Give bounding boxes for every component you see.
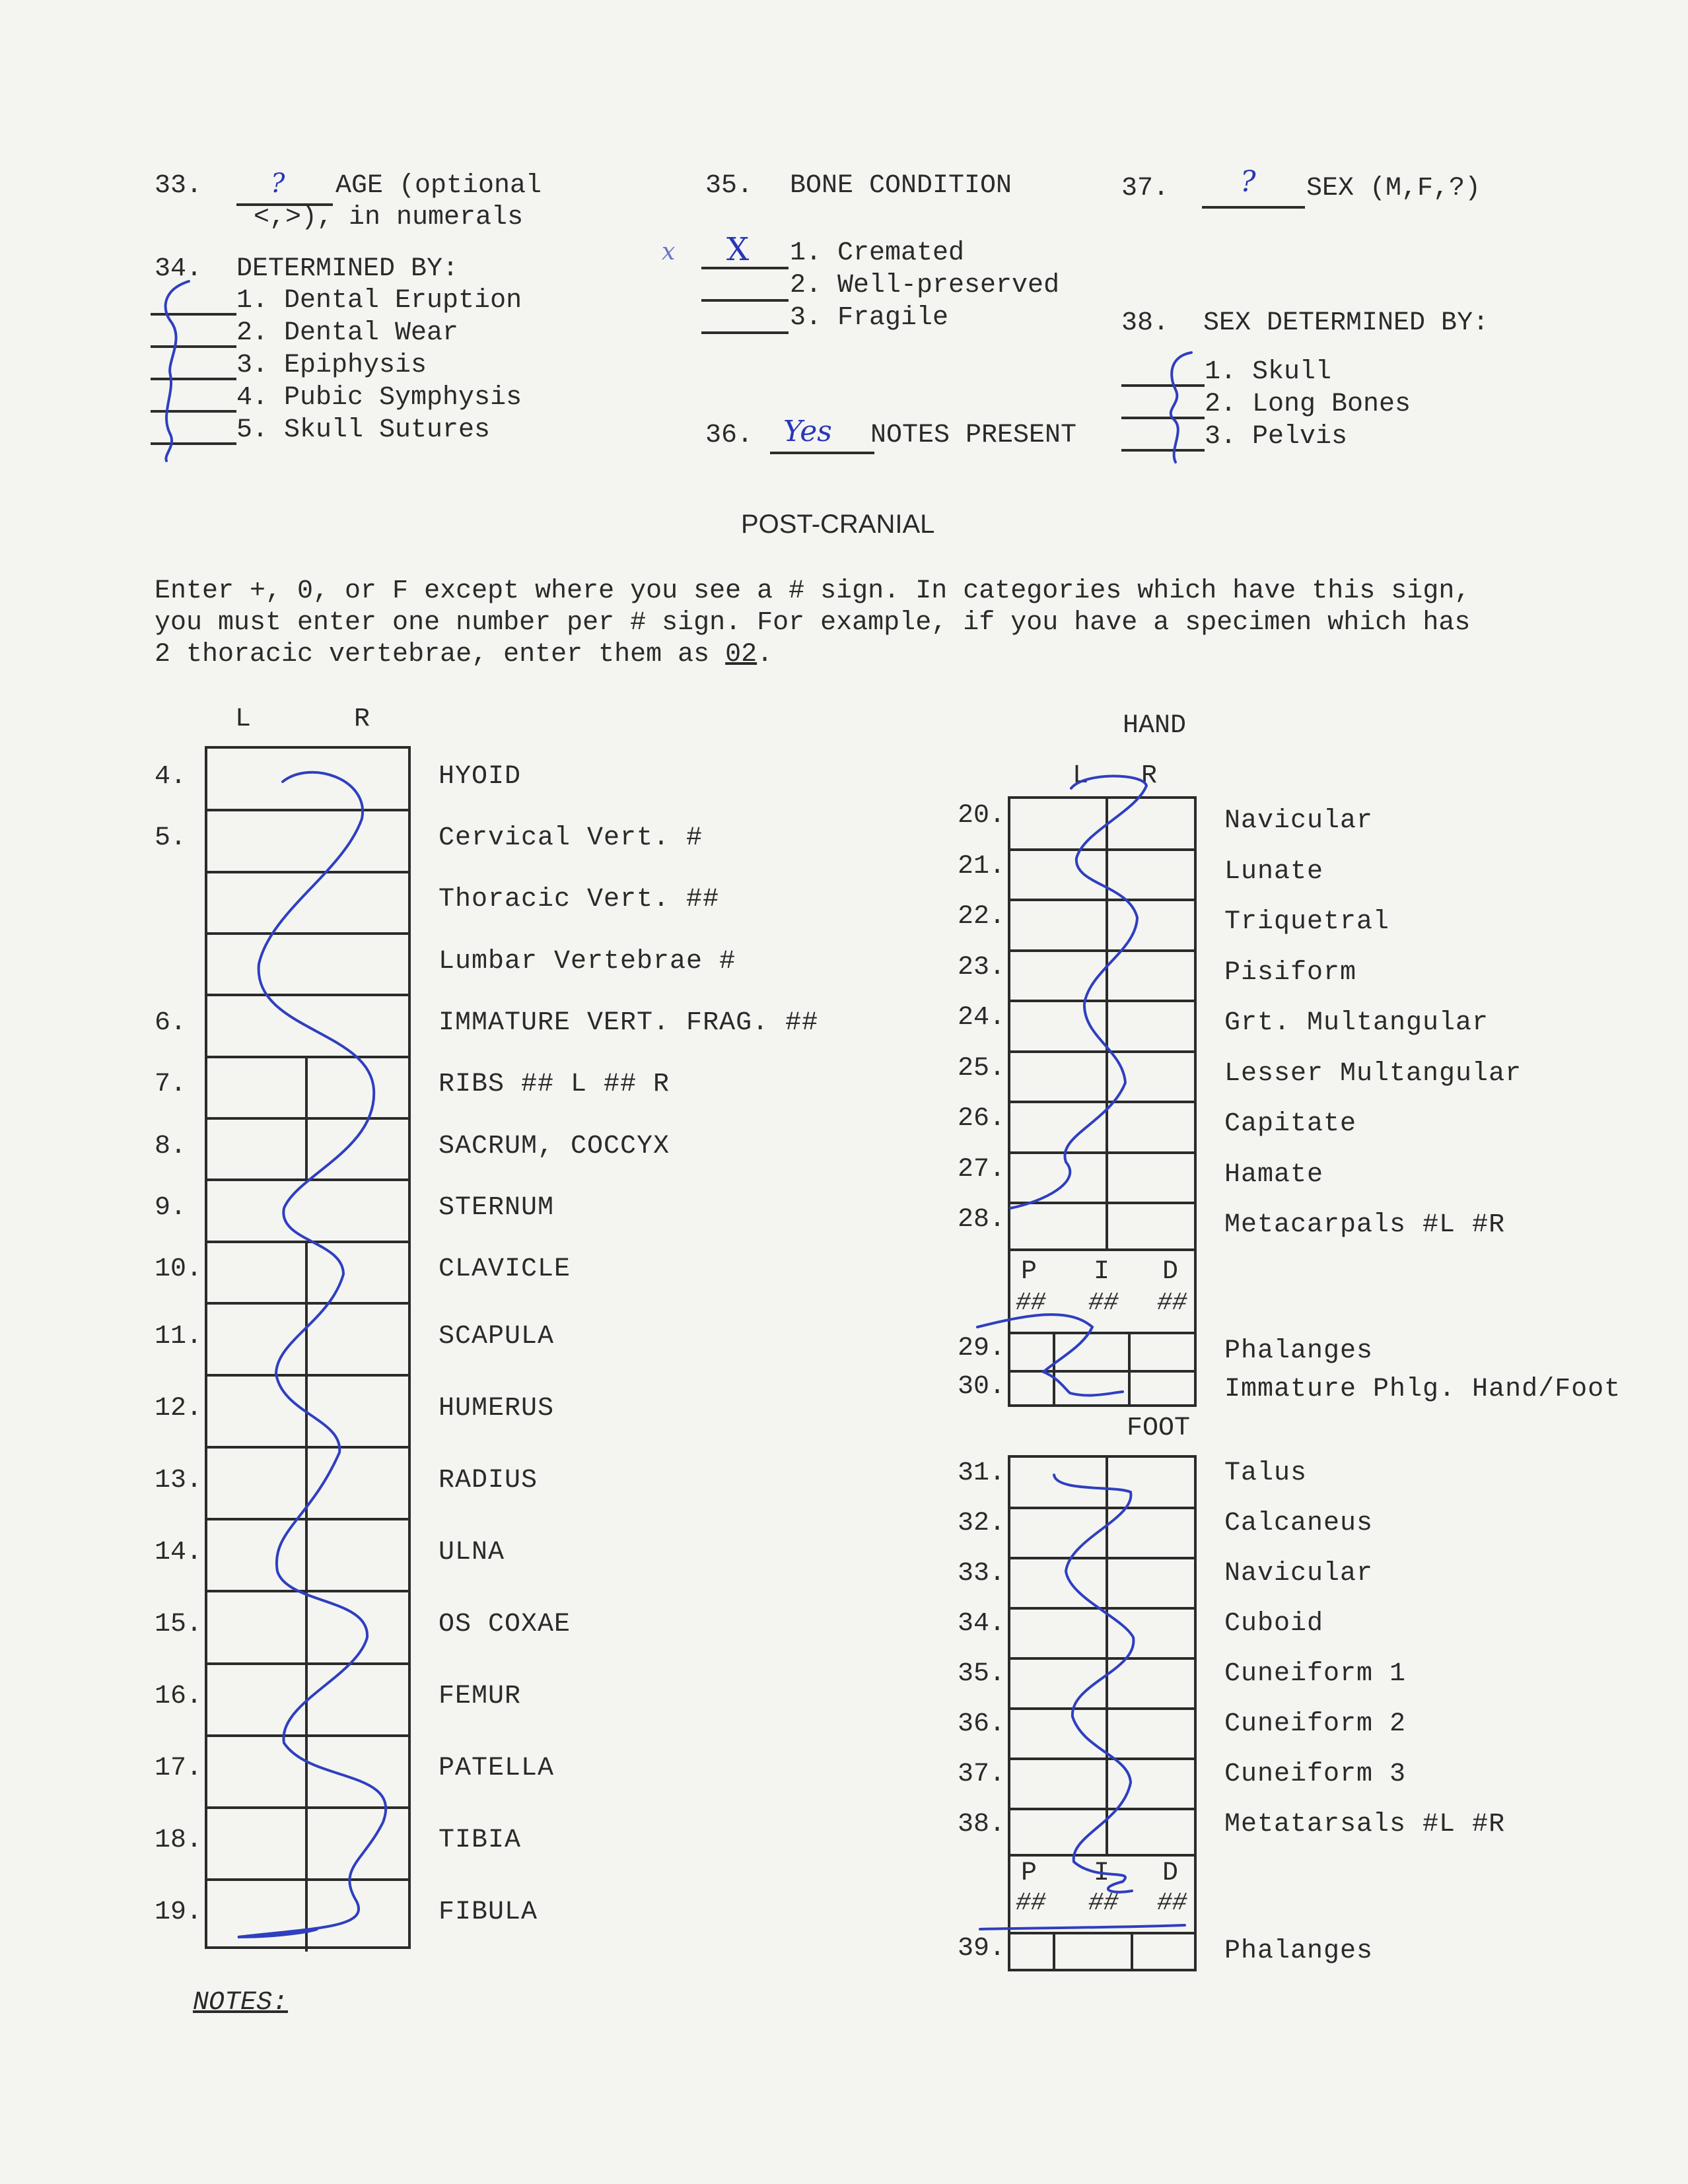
left-cell-r[interactable] (306, 1664, 408, 1736)
age-number: 33. (155, 171, 203, 201)
foot-cell-l[interactable] (1010, 1709, 1107, 1759)
hand-cell-l[interactable] (1010, 850, 1107, 901)
sex-option-blank[interactable] (1121, 417, 1205, 419)
left-cell[interactable] (207, 810, 408, 871)
sex-determined-number: 38. (1121, 308, 1170, 338)
left-row-number: 11. (155, 1321, 203, 1351)
sex-determined-title: SEX DETERMINED BY: (1203, 308, 1489, 338)
notes-area[interactable] (192, 2020, 1578, 2172)
foot-row-number: 37. (958, 1759, 1006, 1789)
left-row-number: 5. (155, 823, 187, 853)
bone-condition-option-label: 1. Cremated (790, 238, 965, 268)
foot-row-number: 38. (958, 1810, 1006, 1839)
sex-option-blank[interactable] (1121, 449, 1205, 452)
hand-row-number: 27. (958, 1154, 1006, 1184)
hand-cell-l[interactable] (1010, 1203, 1107, 1254)
foot-cell-r[interactable] (1107, 1709, 1194, 1759)
left-cell-l[interactable] (207, 1519, 306, 1591)
notes-present-entry: Yes (783, 415, 832, 448)
left-table-col-r: R (354, 704, 370, 734)
hand-row-label: Capitate (1224, 1109, 1357, 1139)
foot-phalanx-cell[interactable] (1132, 1933, 1194, 1971)
hand-cell-l[interactable] (1010, 799, 1107, 850)
left-cell[interactable] (207, 1180, 408, 1241)
hand-cell-r[interactable] (1107, 951, 1194, 1002)
age-label-line2: <,>), in numerals (254, 203, 524, 232)
foot-cell-l[interactable] (1010, 1558, 1107, 1608)
left-row-label: OS COXAE (439, 1610, 571, 1639)
hand-row-number: 26. (958, 1104, 1006, 1134)
notes-label: NOTES: (193, 1988, 289, 2018)
foot-cell-r[interactable] (1107, 1809, 1194, 1859)
hand-phalanx-row-number: 30. (958, 1371, 1006, 1402)
instructions-line-2: you must enter one number per # sign. For example, if you have a specimen which has (155, 608, 1471, 638)
sex-entry: ? (1240, 165, 1256, 199)
left-cell-l[interactable] (207, 1447, 306, 1519)
left-row-label: HYOID (439, 761, 522, 792)
left-row-label: ULNA (439, 1537, 505, 1567)
left-cell-r[interactable] (306, 1242, 408, 1303)
hand-row-number: 25. (958, 1053, 1006, 1083)
age-option-label: 3. Epiphysis (236, 351, 427, 380)
sex-label: SEX (M,F,?) (1306, 174, 1481, 203)
left-cell-l[interactable] (207, 1303, 306, 1375)
hand-cell-l[interactable] (1010, 1052, 1107, 1103)
hand-title: HAND (1123, 711, 1187, 741)
left-cell-l[interactable] (207, 1118, 306, 1180)
left-cell-r[interactable] (306, 1057, 408, 1118)
hand-cell-r[interactable] (1107, 850, 1194, 901)
sex-option-label: 1. Skull (1205, 357, 1332, 387)
hand-cell-r[interactable] (1107, 1102, 1194, 1153)
hand-row-number: 22. (958, 902, 1006, 932)
hand-row-label: Lesser Multangular (1224, 1058, 1522, 1089)
foot-cell-l[interactable] (1010, 1809, 1107, 1859)
hand-phalanx-mark: ## (1088, 1288, 1119, 1317)
foot-phalanx-mark: ## (1088, 1889, 1119, 1917)
instructions-line-1: Enter +, 0, or F except where you see a # sign. In categories which have this sign, (155, 576, 1471, 606)
left-row-number: 4. (155, 761, 187, 792)
age-label-line1: AGE (optional (335, 171, 542, 201)
left-cell[interactable] (207, 872, 408, 934)
hand-row-label: Triquetral (1224, 907, 1390, 937)
hand-phalanx-header: P (1021, 1256, 1037, 1287)
left-row-number: 19. (155, 1897, 203, 1928)
bone-condition-number: 35. (705, 171, 754, 201)
foot-row-number: 31. (958, 1458, 1006, 1488)
foot-row-number: 32. (958, 1509, 1006, 1538)
foot-row-number: 33. (958, 1559, 1006, 1588)
foot-phalanx-header: P (1021, 1859, 1037, 1888)
left-row-number: 8. (155, 1131, 187, 1161)
hand-row-number: 24. (958, 1003, 1006, 1033)
hand-phalanx-cell[interactable] (1129, 1333, 1193, 1370)
foot-phalanx-header: D (1162, 1859, 1179, 1888)
sex-option-label: 3. Pelvis (1205, 422, 1348, 452)
instructions-line-3: 2 thoracic vertebrae, enter them as 02. (155, 640, 773, 669)
foot-cell-r[interactable] (1107, 1458, 1194, 1508)
foot-row-label: Cuneiform 1 (1224, 1659, 1407, 1689)
foot-cell-l[interactable] (1010, 1658, 1107, 1709)
left-cell-l[interactable] (207, 1591, 306, 1663)
foot-row-label: Talus (1224, 1458, 1308, 1488)
foot-phalanx-cell[interactable] (1010, 1933, 1051, 1971)
left-cell-l[interactable] (207, 1242, 306, 1303)
age-option-label: 4. Pubic Symphysis (236, 383, 522, 413)
left-cell[interactable] (207, 749, 408, 810)
foot-cell-l[interactable] (1010, 1759, 1107, 1809)
left-cell[interactable] (207, 995, 408, 1056)
left-cell-l[interactable] (207, 1808, 306, 1880)
hand-col-l: L (1073, 761, 1089, 791)
bone-condition-title: BONE CONDITION (790, 171, 1012, 201)
left-cell-r[interactable] (306, 1519, 408, 1591)
sex-number: 37. (1121, 174, 1170, 203)
left-row-label: FEMUR (439, 1682, 522, 1712)
hand-phalanx-cell[interactable] (1010, 1333, 1051, 1370)
left-row-label: RADIUS (439, 1465, 538, 1495)
left-table-grid (205, 746, 411, 1949)
left-cell-r[interactable] (306, 1591, 408, 1663)
hand-phalanx-mark: ## (1016, 1288, 1046, 1317)
left-cell-l[interactable] (207, 1057, 306, 1118)
left-row-label: FIBULA (439, 1897, 538, 1928)
age-option-label: 2. Dental Wear (236, 318, 459, 348)
hand-row-label: Grt. Multangular (1224, 1008, 1489, 1038)
hand-col-r: R (1141, 761, 1158, 791)
left-cell-r[interactable] (306, 1736, 408, 1808)
left-cell-r[interactable] (306, 1118, 408, 1180)
foot-cell-l[interactable] (1010, 1508, 1107, 1558)
left-row-number: 14. (155, 1537, 203, 1567)
foot-cell-l[interactable] (1010, 1458, 1107, 1508)
hand-phalanx-cell[interactable] (1129, 1371, 1193, 1408)
hand-row-number: 20. (958, 801, 1006, 831)
left-cell-l[interactable] (207, 1664, 306, 1736)
age-option-label: 1. Dental Eruption (236, 286, 522, 316)
foot-row-label: Cuboid (1224, 1609, 1324, 1639)
foot-cell-r[interactable] (1107, 1658, 1194, 1709)
left-row-number: 13. (155, 1465, 203, 1495)
hand-phalanx-header: I (1094, 1256, 1110, 1287)
left-row-number: 6. (155, 1008, 187, 1038)
foot-cell-l[interactable] (1010, 1608, 1107, 1658)
age-determined-title: DETERMINED BY: (236, 254, 459, 284)
bone-condition-option-label: 3. Fragile (790, 303, 949, 333)
left-row-label: CLAVICLE (439, 1254, 571, 1285)
hand-phalanx-row-label: Immature Phlg. Hand/Foot (1224, 1374, 1621, 1404)
post-cranial-title: POST-CRANIAL (741, 510, 935, 539)
bone-condition-option-label: 2. Well-preserved (790, 271, 1060, 300)
hand-phalanx-row-label: Phalanges (1224, 1336, 1374, 1366)
left-row-label: Thoracic Vert. ## (439, 885, 720, 915)
hand-carpal-grid (1008, 796, 1197, 1251)
hand-phalanx-mark: ## (1157, 1288, 1187, 1317)
hand-row-number: 28. (958, 1205, 1006, 1235)
hand-row-label: Pisiform (1224, 957, 1357, 988)
hand-row-number: 21. (958, 851, 1006, 881)
left-cell-r[interactable] (306, 1303, 408, 1375)
foot-row-number: 34. (958, 1609, 1006, 1639)
left-row-label: Cervical Vert. # (439, 823, 703, 853)
hand-cell-r[interactable] (1107, 1052, 1194, 1103)
left-cell-r[interactable] (306, 1880, 408, 1952)
hand-cell-r[interactable] (1107, 1001, 1194, 1052)
foot-cell-r[interactable] (1107, 1558, 1194, 1608)
hand-cell-l[interactable] (1010, 900, 1107, 951)
hand-row-label: Navicular (1224, 806, 1374, 836)
left-cell-r[interactable] (306, 1808, 408, 1880)
foot-row-label: Navicular (1224, 1559, 1374, 1588)
margin-x-mark: x (662, 238, 676, 265)
notes-present-label: NOTES PRESENT (870, 421, 1077, 450)
hand-cell-r[interactable] (1107, 900, 1194, 951)
left-cell-r[interactable] (306, 1375, 408, 1447)
hand-row-number: 23. (958, 952, 1006, 982)
hand-phalanx-cell[interactable] (1010, 1371, 1051, 1408)
foot-row-label: Metatarsals #L #R (1224, 1810, 1506, 1839)
left-row-number: 10. (155, 1254, 203, 1285)
foot-cell-r[interactable] (1107, 1608, 1194, 1658)
left-row-number: 16. (155, 1682, 203, 1712)
hand-phalanx-row-number: 29. (958, 1333, 1006, 1363)
foot-row-label: Cuneiform 3 (1224, 1759, 1407, 1789)
foot-cell-r[interactable] (1107, 1759, 1194, 1809)
hand-phalanx-header: D (1162, 1256, 1179, 1287)
foot-phalanx-mark: ## (1157, 1889, 1187, 1917)
left-cell-l[interactable] (207, 1736, 306, 1808)
hand-cell-r[interactable] (1107, 799, 1194, 850)
age-determined-number: 34. (155, 254, 203, 284)
hand-row-label: Metacarpals #L #R (1224, 1210, 1506, 1240)
left-cell[interactable] (207, 934, 408, 995)
foot-phalanx-header: I (1094, 1859, 1110, 1888)
foot-phalanx-cell[interactable] (1054, 1933, 1129, 1971)
left-row-label: RIBS ## L ## R (439, 1070, 670, 1100)
hand-cell-l[interactable] (1010, 1102, 1107, 1153)
left-row-number: 12. (155, 1393, 203, 1423)
left-row-number: 18. (155, 1826, 203, 1856)
hand-row-label: Lunate (1224, 856, 1324, 887)
left-row-label: TIBIA (439, 1826, 522, 1856)
age-entry: ? (271, 168, 285, 199)
foot-title: FOOT (1127, 1414, 1191, 1443)
left-row-label: IMMATURE VERT. FRAG. ## (439, 1008, 819, 1038)
notes-present-number: 36. (705, 421, 754, 450)
hand-cell-r[interactable] (1107, 1153, 1194, 1204)
left-cell-l[interactable] (207, 1880, 306, 1952)
left-row-number: 17. (155, 1754, 203, 1784)
hand-cell-l[interactable] (1010, 951, 1107, 1002)
left-row-label: SACRUM, COCCYX (439, 1131, 670, 1161)
hand-row-label: Hamate (1224, 1159, 1324, 1190)
hand-cell-r[interactable] (1107, 1203, 1194, 1254)
left-row-label: PATELLA (439, 1754, 555, 1784)
foot-tarsal-grid (1008, 1455, 1197, 1857)
bone-condition-mark: X (726, 231, 750, 268)
hand-phalanx-cell[interactable] (1054, 1371, 1127, 1408)
hand-cell-l[interactable] (1010, 1153, 1107, 1204)
foot-phalanx-mark: ## (1016, 1889, 1046, 1917)
left-table-col-l: L (235, 704, 252, 734)
left-row-number: 7. (155, 1070, 187, 1100)
hand-cell-l[interactable] (1010, 1001, 1107, 1052)
left-cell-l[interactable] (207, 1375, 306, 1447)
age-option-label: 5. Skull Sutures (236, 415, 491, 445)
sex-option-label: 2. Long Bones (1205, 390, 1411, 419)
foot-row-label: Calcaneus (1224, 1509, 1374, 1538)
sex-option-blank[interactable] (1121, 384, 1205, 387)
example-value: 02 (725, 640, 757, 669)
foot-phalanx-row-number: 39. (958, 1934, 1006, 1963)
left-row-label: HUMERUS (439, 1393, 555, 1423)
left-cell-r[interactable] (306, 1447, 408, 1519)
foot-row-number: 36. (958, 1709, 1006, 1739)
hand-phalanx-cell[interactable] (1054, 1333, 1127, 1370)
left-row-label: SCAPULA (439, 1321, 555, 1351)
foot-row-label: Cuneiform 2 (1224, 1709, 1407, 1739)
foot-phalanx-row-label: Phalanges (1224, 1936, 1374, 1966)
left-row-number: 9. (155, 1193, 187, 1223)
foot-cell-r[interactable] (1107, 1508, 1194, 1558)
foot-row-number: 35. (958, 1659, 1006, 1689)
left-row-label: Lumbar Vertebrae # (439, 946, 736, 976)
left-row-label: STERNUM (439, 1193, 555, 1223)
left-row-number: 15. (155, 1610, 203, 1639)
